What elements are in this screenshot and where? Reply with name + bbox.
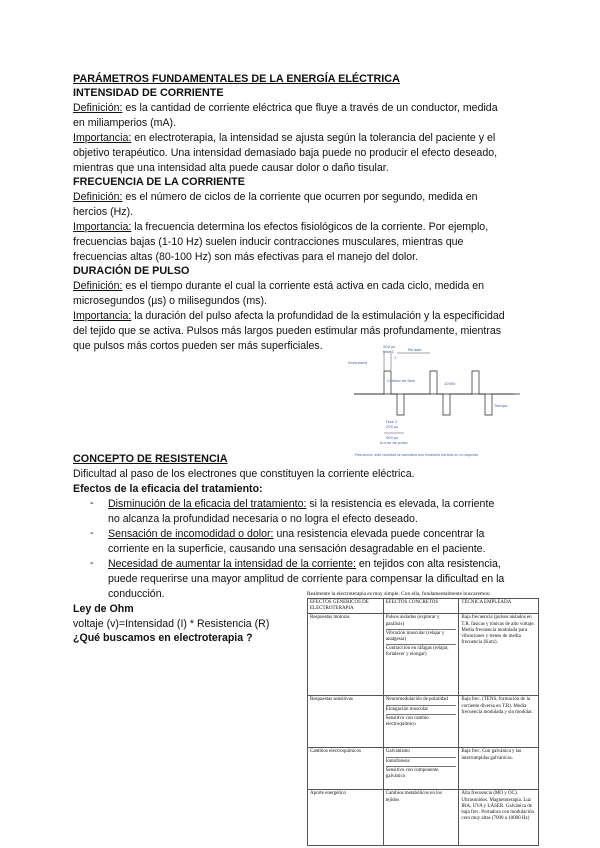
table-cell: Baja frec. Con galvánica y las interrumpidas galvánicas. [459,748,539,790]
duration-importance-l3: que pulsos más cortos pueden ser más superficiales. [73,340,323,352]
frequency-importance [73,220,488,234]
table-row [308,696,539,748]
concrete-effect: Iontoforesis [386,759,457,767]
table-row [308,614,539,696]
figure-label-pulse: 400 µs [386,436,399,440]
frequency-importance-l2: frecuencias bajas (1-10 Hz) suelen inducir contracciones musculares, mientras que [73,236,464,248]
bullet-label: Necesidad de aumentar la intensidad de la corriente: [108,558,356,570]
bullet-text: en tejidos con alta resistencia, [355,558,501,570]
importance-text: la duración del pulso afecta la profundidad de la estimulación y la especificidad [131,310,505,322]
concrete-effect: Elongación muscular [386,707,457,715]
intensity-definition [73,101,498,115]
table-cell [383,614,459,696]
resistance-intro: Dificultad al paso de los electrones que constituyen la corriente eléctrica. [73,468,415,480]
bullet-marker: - [90,497,94,509]
figure-label-interval: 10000 [444,382,456,386]
figure-label-zero: Cambio de fase [387,379,416,383]
concrete-effect: Pulsos aislados (explorar y parálisis) [386,615,457,629]
concrete-effect: Neuromodulación de polaridad [386,697,457,705]
concrete-effect: Contracción en ráfagas (relajar, fortalecer y elongar) [385,646,449,658]
frequency-heading: FRECUENCIA DE LA CORRIENTE [73,176,245,188]
concrete-effect: Vibración muscular (relajar y analgesia) [386,631,457,645]
bullet-label: Disminución de la eficacia del tratamiento: [108,498,307,510]
intensity-importance-l2: objetivo terapéutico. Una intensidad demasiado baja puede no producir el efecto deseado, [73,147,498,159]
intensity-heading: INTENSIDAD DE CORRIENTE [73,87,224,99]
table-cell: Aporte energético [308,790,384,846]
ohm-heading: Ley de Ohm [73,603,134,615]
duration-heading: DURACIÓN DE PULSO [73,265,190,277]
table-cell [383,790,459,846]
table-cell: Cambios electroquímicos [308,748,384,790]
duration-definition-cont: microsegundos (µs) o milisegundos (ms). [73,295,267,307]
definition-label: Definición: [73,280,123,292]
intensity-importance-l3: mientras que una intensidad alta puede causar dolor o daño tisular. [73,162,389,174]
importance-text: en electroterapia, la intensidad se ajusta según la tolerancia del paciente y el [131,132,496,144]
table-cell: Respuestas motoras [308,614,384,696]
bullet-marker: - [90,527,94,539]
table-cell [383,748,459,790]
bullet-intensity [108,557,501,571]
definition-text: es el tiempo durante el cual la corriente está activa en cada ciclo, medida en [122,280,485,292]
definition-text: es la cantidad de corriente eléctrica que fluye a través de un conductor, medida [122,102,498,114]
duration-importance-l2: del tejido que se activa. Pulsos más largos pueden estimular más profundamente, mientras [73,325,502,337]
effects-heading: Efectos de la eficacia del tratamiento: [73,483,263,495]
resistance-heading: CONCEPTO DE RESISTENCIA [73,453,228,465]
importance-label: Importancia: [73,310,132,322]
figure-caption: Frecuencia: este cantidad se considera que mediante periodo en un segundo [355,453,479,457]
table-caption: Realmente la electroterapia es muy simple. Con ella, fundamentalmente buscaremos: [307,591,491,597]
concrete-effect: Cambios metabólicos en los tejidos [385,791,442,803]
effects-table-block [307,591,539,846]
question-heading: ¿Qué buscamos en electroterapia ? [73,632,253,644]
table-cell: Baja frec. (TENS, formación de la corriente diversa en T.R). Media frecuencia modulada y sin modular. [459,696,539,748]
figure-label-pulse-width: Ancho de pulso [380,441,408,445]
figure-label-phase-b2: 200 µs [386,425,399,429]
figure-label-intensity: Intensidad [348,361,367,365]
section-title: PARÁMETROS FUNDAMENTALES DE LA ENERGÍA ELÉCTRICA [73,73,400,85]
figure-label-phase-b: Fase 2 [386,420,398,424]
bullet-efficacy-cont: no alcanza la profundidad necesaria o no logra el efecto deseado. [108,513,418,525]
importance-label: Importancia: [73,132,132,144]
figure-label-time: Tiempo [494,404,508,408]
concrete-effect: Sensitivo con cambio electroquímico [385,715,429,728]
definition-label: Definición: [73,102,123,114]
table-cell: Baja frecuencia (pulsos aislados en T.R. fásicas y tónicas de alto voltaje. Media frecuencia modulada para vibraciones y trenes de media frecuencia (Kotz). [459,614,539,696]
definition-label: Definición: [73,191,123,203]
figure-label-period: Periodo [408,348,422,352]
duration-definition [73,279,484,293]
table-cell [383,696,459,748]
table-cell: Respuestas sensitivas [308,696,384,748]
definition-text: es el número de ciclos de la corriente que ocurren por segundo, medida en [122,191,478,203]
importance-label: Importancia: [73,221,132,233]
importance-text: la frecuencia determina los efectos fisiológicos de la corriente. Por ejemplo, [131,221,489,233]
figure-label-peak: 1 [394,356,397,360]
bullet-intensity-l3: conducción. [108,588,165,600]
intensity-importance [73,131,495,145]
figure-label-phase: 200 µs [383,345,396,349]
bullet-discomfort [108,527,484,541]
duration-importance [73,309,505,323]
bullet-marker: - [90,557,94,569]
bullet-efficacy [108,497,494,511]
ohm-formula: voltaje (v)=Intensidad (I) * Resistencia (R) [73,618,270,630]
table-header-row [308,599,539,614]
bullet-text: si la resistencia es elevada, la corriente [306,498,495,510]
bullet-text: una resistencia elevada puede concentrar la [273,528,485,540]
intensity-definition-cont: en miliamperios (mA). [73,117,177,129]
waveform-trace [354,371,514,415]
table-cell: Alta frecuencia (MO y OC). Ultrasonidos. Magnetoterapia. Luz IRA, UVA y LÁSER. Galvánica de baja frec. Portadora con modulación cero muy altas (7000 a 10000 Hz) [459,790,539,846]
table-row [308,790,539,846]
bullet-discomfort-cont: corriente en la superficie, causando una sensación desagradable en el paciente. [108,543,486,555]
bullet-intensity-l2: puede requerirse una mayor amplitud de corriente para compensar la dificultad en la [108,573,505,585]
effects-table [307,598,539,846]
pulse-waveform-figure [344,343,532,461]
table-header: EFECTOS CONCRETOS [383,599,459,614]
concrete-effect: Galvanismo [386,749,457,757]
concrete-effect: Sensitivo con componente galvánico [385,767,439,780]
table-header: TÉCNICA EMPLEADA [459,599,539,614]
frequency-importance-l3: frecuencias altas (80-100 Hz) son más efectivas para el manejo del dolor. [73,251,419,263]
frequency-definition-cont: hercios (Hz). [73,206,134,218]
table-header: EFECTOS GENERICOS DE ELECTROTERAPIA [308,599,384,614]
figure-label-phase1: fase 1 [383,350,394,354]
frequency-definition [73,190,478,204]
bullet-label: Sensación de incomodidad o dolor: [108,528,274,540]
table-row [308,748,539,790]
